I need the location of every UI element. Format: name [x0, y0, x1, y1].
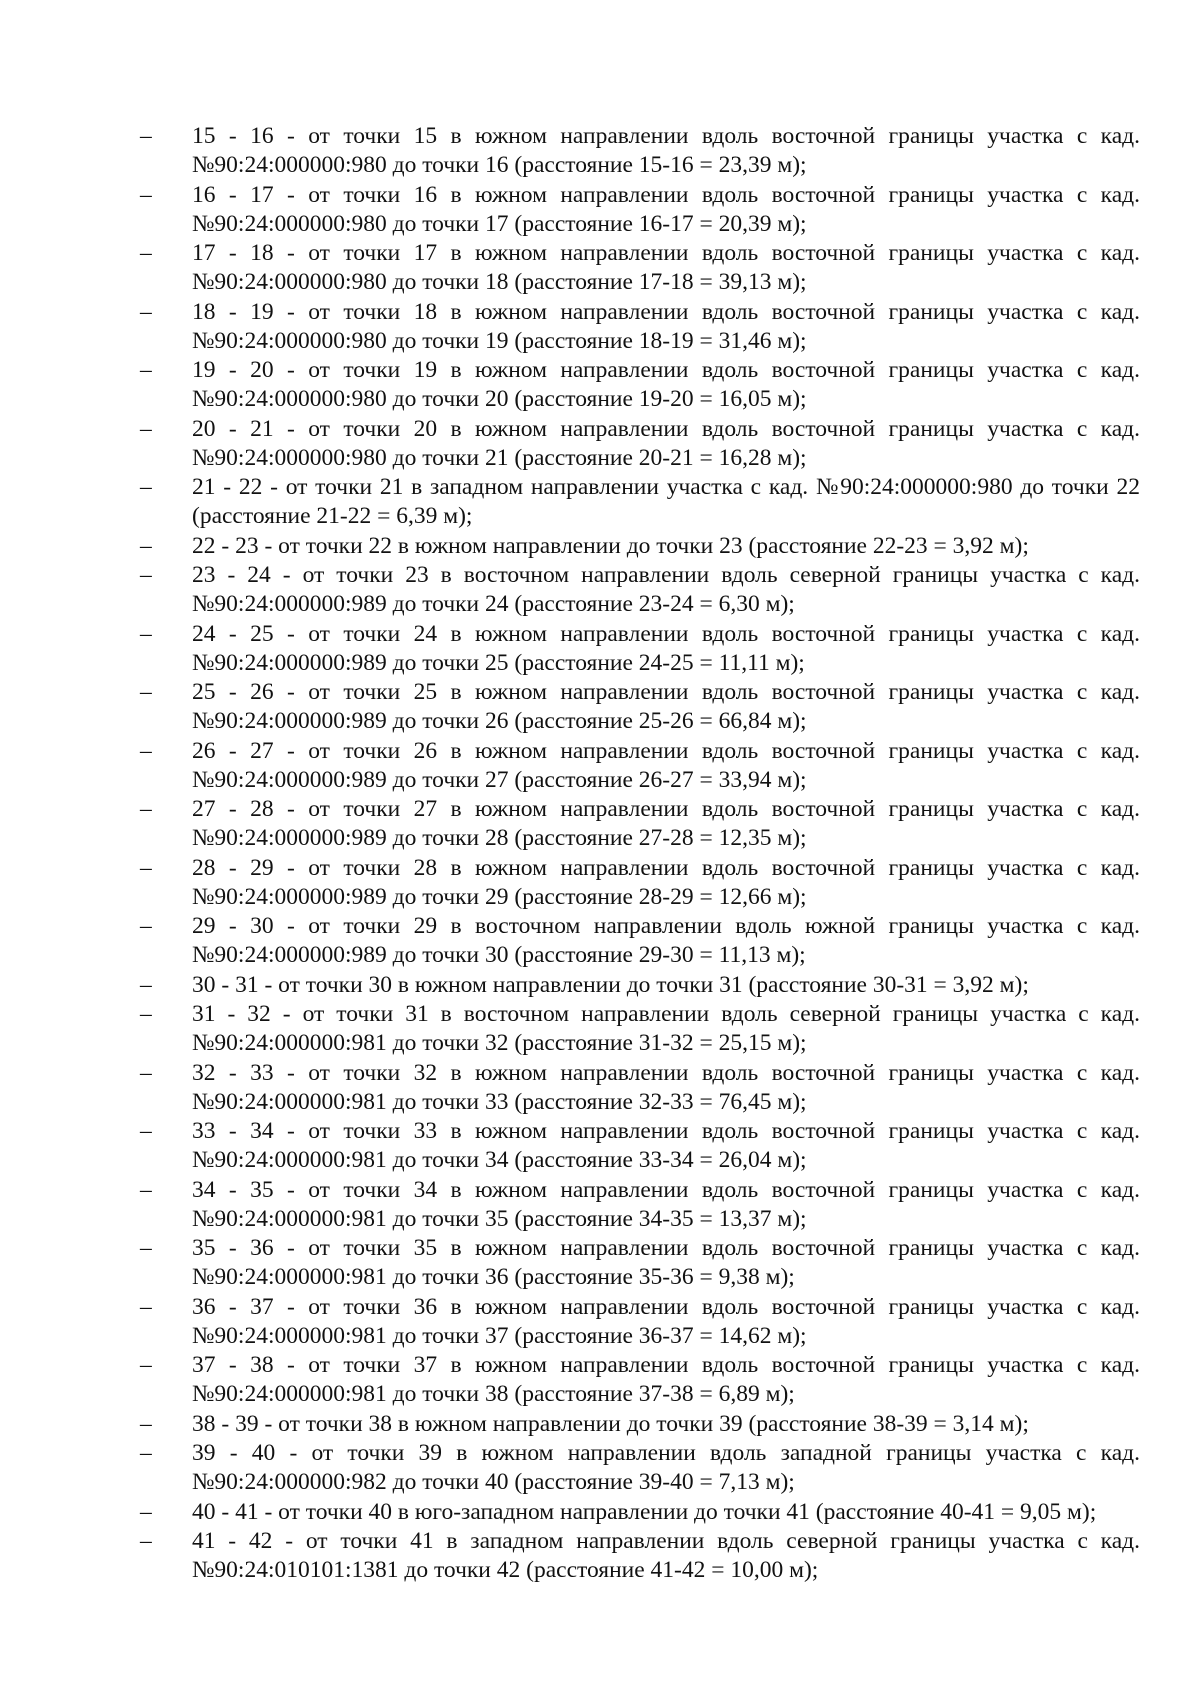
list-item [140, 1000, 1140, 1058]
list-dash: – [140, 474, 152, 500]
list-dash: – [140, 1001, 152, 1027]
list-dash: – [140, 1059, 152, 1086]
list-dash: – [140, 679, 152, 705]
list-item-text: 36 - 37 - от точки 36 в южном направлении вдоль восточной границы участка с кад. №90:24:000000:981 до точки 37 (расстояние 36-37 = 14,62 м); [192, 1293, 1140, 1349]
list-dash: – [140, 620, 152, 647]
list-dash: – [140, 971, 152, 998]
list-item-text: 16 - 17 - от точки 16 в южном направлении вдоль восточной границы участка с кад. №90:24:000000:980 до точки 17 (расстояние 16-17 = 20,39 м); [192, 181, 1140, 237]
list-item-text: 29 - 30 - от точки 29 в восточном направлении вдоль южной границы участка с кад. №90:24:000000:989 до точки 30 (расстояние 29-30 = 11,13 м); [192, 913, 1140, 968]
list-item [140, 971, 1140, 1000]
list-item-text: 18 - 19 - от точки 18 в южном направлении вдоль восточной границы участка с кад. №90:24:000000:980 до точки 19 (расстояние 18-19 = 31,46 м); [192, 298, 1140, 354]
list-item [140, 181, 1140, 239]
list-dash: – [140, 737, 152, 764]
list-item-text: 21 - 22 - от точки 21 в западном направлении участка с кад. №90:24:000000:980 до точки 22 (расстояние 21-22 = 6,39 м); [192, 474, 1140, 529]
list-item [140, 1439, 1140, 1497]
list-dash: – [140, 1176, 152, 1203]
list-dash: – [140, 1528, 152, 1554]
list-dash: – [140, 298, 152, 325]
list-item-text: 17 - 18 - от точки 17 в южном направлении вдоль восточной границы участка с кад. №90:24:000000:980 до точки 18 (расстояние 17-18 = 39,13 м); [192, 240, 1140, 295]
list-item [140, 298, 1140, 356]
list-item-text: 37 - 38 - от точки 37 в южном направлении вдоль восточной границы участка с кад. №90:24:000000:981 до точки 38 (расстояние 37-38 = 6,89 м); [192, 1352, 1140, 1407]
list-item-text: 22 - 23 - от точки 22 в южном направлении до точки 23 (расстояние 22-23 = 3,92 м); [192, 532, 1029, 559]
list-dash: – [140, 1352, 152, 1378]
list-dash: – [140, 913, 152, 939]
list-dash: – [140, 562, 152, 588]
list-item-text: 23 - 24 - от точки 23 в восточном направлении вдоль северной границы участка с кад. №90:24:000000:989 до точки 24 (расстояние 23-24 = 6,30 м); [192, 562, 1140, 617]
list-item [140, 561, 1140, 619]
list-dash: – [140, 1235, 152, 1261]
list-item-text: 34 - 35 - от точки 34 в южном направлении вдоль восточной границы участка с кад. №90:24:000000:981 до точки 35 (расстояние 34-35 = 13,37 м); [192, 1176, 1140, 1232]
list-dash: – [140, 1410, 152, 1437]
list-dash: – [140, 240, 152, 266]
list-dash: – [140, 854, 152, 881]
list-item-text: 24 - 25 - от точки 24 в южном направлении вдоль восточной границы участка с кад. №90:24:000000:989 до точки 25 (расстояние 24-25 = 11,11 м); [192, 620, 1140, 676]
list-item [140, 854, 1140, 912]
list-dash: – [140, 357, 152, 383]
list-item-text: 32 - 33 - от точки 32 в южном направлении вдоль восточной границы участка с кад. №90:24:000000:981 до точки 33 (расстояние 32-33 = 76,45 м); [192, 1059, 1140, 1115]
list-dash: – [140, 532, 152, 559]
list-item-text: 20 - 21 - от точки 20 в южном направлении вдоль восточной границы участка с кад. №90:24:000000:980 до точки 21 (расстояние 20-21 = 16,28 м); [192, 415, 1140, 471]
list-item [140, 1117, 1140, 1175]
list-item-text: 35 - 36 - от точки 35 в южном направлении вдоль восточной границы участка с кад. №90:24:000000:981 до точки 36 (расстояние 35-36 = 9,38 м); [192, 1235, 1140, 1290]
list-item-text: 26 - 27 - от точки 26 в южном направлении вдоль восточной границы участка с кад. №90:24:000000:989 до точки 27 (расстояние 26-27 = 33,94 м); [192, 737, 1140, 793]
list-item-text: 28 - 29 - от точки 28 в южном направлении вдоль восточной границы участка с кад. №90:24:000000:989 до точки 29 (расстояние 28-29 = 12,66 м); [192, 854, 1140, 910]
list-item [140, 737, 1140, 795]
list-item [140, 473, 1140, 531]
list-dash: – [140, 181, 152, 208]
list-item [140, 912, 1140, 970]
list-item [140, 1234, 1140, 1292]
list-item-text: 25 - 26 - от точки 25 в южном направлении вдоль восточной границы участка с кад. №90:24:000000:989 до точки 26 (расстояние 25-26 = 66,84 м); [192, 679, 1140, 734]
list-item [140, 122, 1140, 180]
list-item [140, 1410, 1140, 1439]
list-item-text: 31 - 32 - от точки 31 в восточном направлении вдоль северной границы участка с кад. №90:24:000000:981 до точки 32 (расстояние 31-32 = 25,15 м); [192, 1001, 1140, 1056]
list-item [140, 239, 1140, 297]
list-item-text: 33 - 34 - от точки 33 в южном направлении вдоль восточной границы участка с кад. №90:24:000000:981 до точки 34 (расстояние 33-34 = 26,04 м); [192, 1118, 1140, 1173]
list-dash: – [140, 1498, 152, 1525]
list-dash: – [140, 1440, 152, 1466]
list-item [140, 1351, 1140, 1409]
list-dash: – [140, 1293, 152, 1320]
list-item-text: 15 - 16 - от точки 15 в южном направлении вдоль восточной границы участка с кад. №90:24:000000:980 до точки 16 (расстояние 15-16 = 23,39 м); [192, 123, 1140, 178]
list-item-text: 27 - 28 - от точки 27 в южном направлении вдоль восточной границы участка с кад. №90:24:000000:989 до точки 28 (расстояние 27-28 = 12,35 м); [192, 796, 1140, 851]
list-item [140, 1527, 1140, 1585]
list-item-text: 19 - 20 - от точки 19 в южном направлении вдоль восточной границы участка с кад. №90:24:000000:980 до точки 20 (расстояние 19-20 = 16,05 м); [192, 357, 1140, 412]
list-dash: – [140, 415, 152, 442]
list-item [140, 1176, 1140, 1234]
list-item-text: 30 - 31 - от точки 30 в южном направлении до точки 31 (расстояние 30-31 = 3,92 м); [192, 971, 1029, 998]
list-item-text: 41 - 42 - от точки 41 в западном направлении вдоль северной границы участка с кад. №90:24:010101:1381 до точки 42 (расстояние 41-42 = 10,00 м); [192, 1528, 1140, 1583]
list-item [140, 620, 1140, 678]
list-item [140, 1059, 1140, 1117]
list-dash: – [140, 796, 152, 822]
list-dash: – [140, 1118, 152, 1144]
list-item-text: 39 - 40 - от точки 39 в южном направлении вдоль западной границы участка с кад. №90:24:000000:982 до точки 40 (расстояние 39-40 = 7,13 м); [192, 1440, 1140, 1495]
list-dash: – [140, 123, 152, 149]
boundary-segment-list [140, 122, 1140, 1586]
list-item [140, 415, 1140, 473]
list-item-text: 38 - 39 - от точки 38 в южном направлении до точки 39 (расстояние 38-39 = 3,14 м); [192, 1410, 1029, 1437]
list-item [140, 678, 1140, 736]
list-item [140, 532, 1140, 561]
list-item [140, 1498, 1140, 1527]
list-item [140, 1293, 1140, 1351]
list-item [140, 795, 1140, 853]
list-item [140, 356, 1140, 414]
list-item-text: 40 - 41 - от точки 40 в юго-западном направлении до точки 41 (расстояние 40-41 = 9,05 м); [192, 1498, 1097, 1525]
